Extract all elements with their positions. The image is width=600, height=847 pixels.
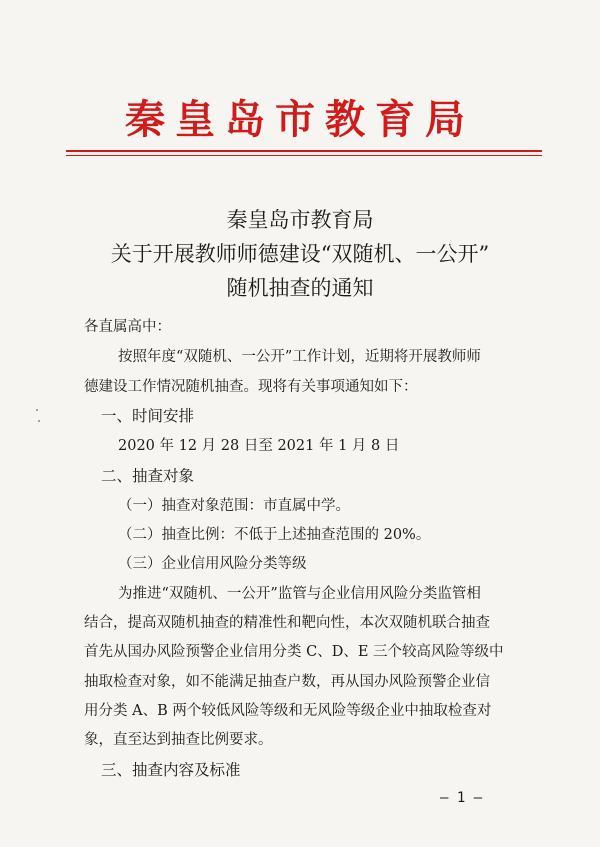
scan-speck [38,420,40,422]
notice-title-line2: 关于开展教师师德建设“双随机、一公开” [110,242,490,266]
para2-line3: 首先从国办风险预警企业信用分类 C、D、E 三个较高风险等级中 [84,644,504,660]
para2-line4: 抽取检查对象，如不能满足抽查户数，再从国办风险预警企业信 [84,674,490,690]
agency-letterhead: 秦皇岛市教育局 [125,96,475,143]
section2-item1: （一）抽查对象范围：市直属中学。 [118,498,350,514]
section1-date-range: 2020 年 12 月 28 日至 2021 年 1 月 8 日 [118,438,400,454]
para2-line6: 象，直至达到抽查比例要求。 [84,732,273,748]
page-number: — 1 — [440,790,483,806]
scan-speck [36,409,38,411]
para2-line1: 为推进“双随机、一公开”监管与企业信用风险分类监管相 [118,586,481,602]
para2-line2: 结合，提高双随机抽查的精准性和靶向性，本次双随机联合抽查 [84,615,490,631]
notice-title-line3: 随机抽查的通知 [226,276,374,300]
section2-item2: （二）抽查比例：不低于上述抽查范围的 20%。 [118,527,431,543]
para2-line5: 用分类 A、B 两个较低风险等级和无风险等级企业中抽取检查对 [84,703,492,719]
letterhead-rule-thick [66,150,542,152]
section1-heading: 一、时间安排 [101,407,195,425]
section3-heading: 三、抽查内容及标准 [101,761,241,779]
letterhead-rule-thin [66,155,542,156]
intro-line1: 按照年度“双随机、一公开”工作计划，近期将开展教师师 [118,349,481,365]
notice-title-line1: 秦皇岛市教育局 [226,208,374,232]
section2-heading: 二、抽查对象 [101,467,195,485]
salutation: 各直属高中： [84,319,171,335]
section2-item3: （三）企业信用风险分类等级 [118,556,307,572]
intro-line2: 德建设工作情况随机抽查。现将有关事项通知如下： [84,379,418,395]
